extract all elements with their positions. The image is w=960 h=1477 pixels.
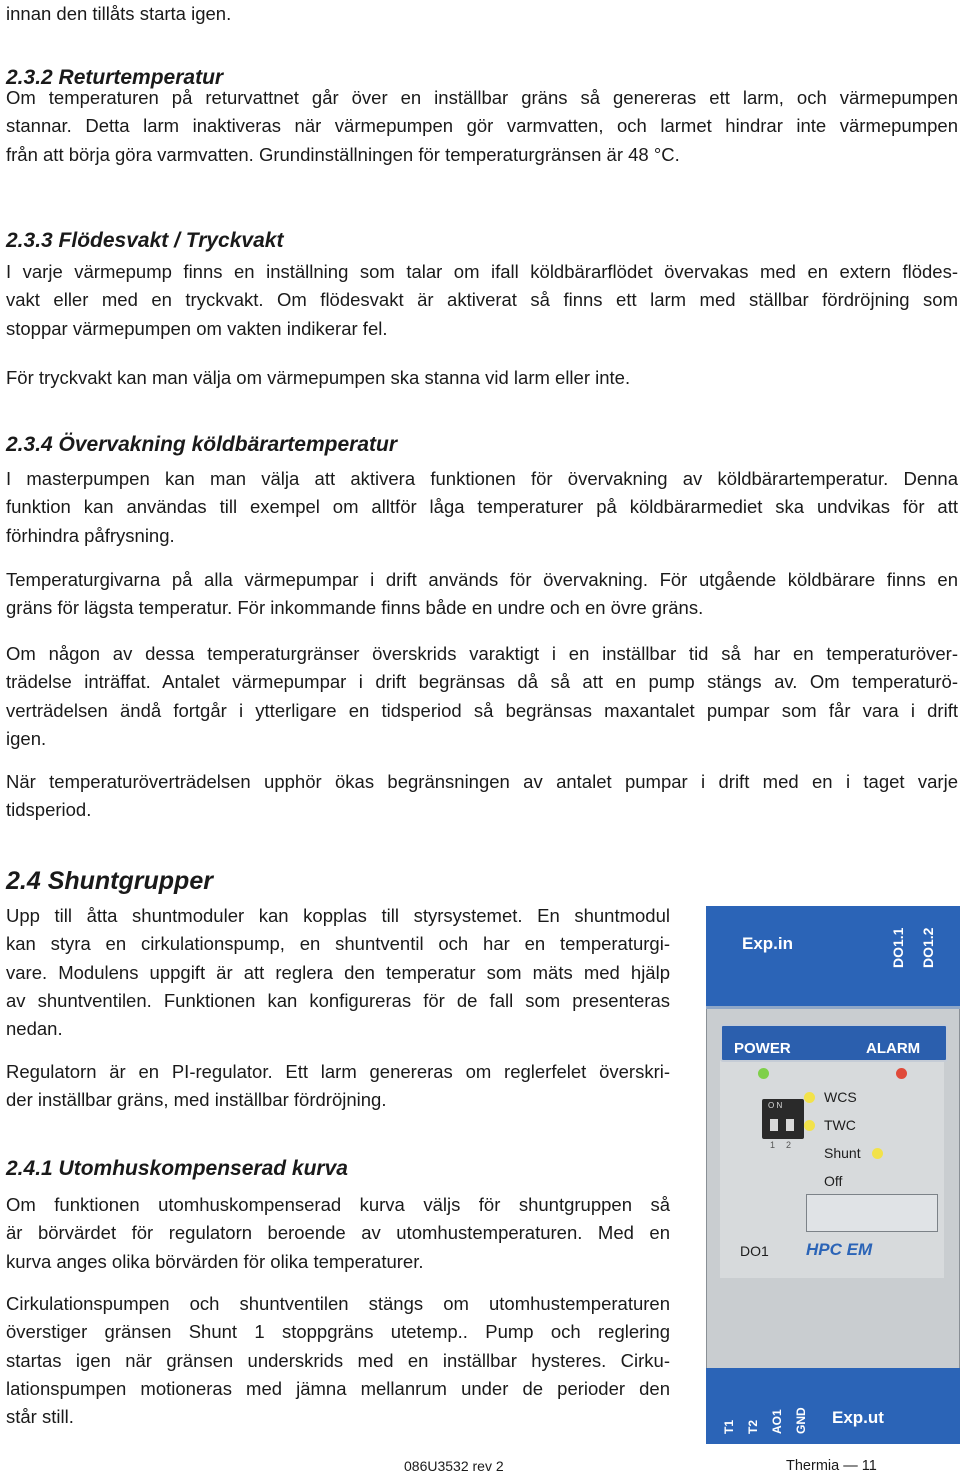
section-heading-shuntgrupper: 2.4 Shuntgrupper	[6, 867, 213, 895]
section-heading-overvakning: 2.3.4 Övervakning köldbärartemperatur	[6, 433, 397, 456]
text-line: innan den tillåts starta igen.	[6, 3, 232, 24]
wcs-led-icon	[804, 1092, 815, 1103]
text-line: Regulatorn är en PI-regulator. Ett larm genereras om reglerfelet överskri-	[6, 1061, 670, 1082]
text-line: kan styra en cirkulationspump, en shuntventil och har en temperaturgi-	[6, 933, 670, 955]
text-line: igen.	[6, 727, 47, 749]
paragraph-overvakning-1	[6, 465, 958, 550]
text-line: vare. Modulens uppgift är att reglera den temperatur som mäts med hjälp	[6, 961, 670, 983]
text-line: I masterpumpen kan man välja att aktivera funktionen för övervakning av köldbärartemperatur. Denna	[6, 468, 958, 489]
text-line: tidsperiod.	[6, 799, 92, 821]
text-line: När temperaturöverträdelsen upphör ökas begränsningen av antalet pumpar i drift med en i taget varje	[6, 771, 958, 792]
text-line: vakt eller med en tryckvakt. Om flödesvakt är aktiverat så finns ett larm med ställbar fördröjning som	[6, 289, 958, 311]
text-line: verträdelsen ändå fortgår i ytterligare en tidsperiod så begränsas maxantalet pumpar som får vara i drift	[6, 699, 958, 721]
ao1-label: AO1	[770, 1409, 784, 1434]
off-label: Off	[824, 1173, 843, 1189]
text-line: står still.	[6, 1406, 74, 1428]
text-line: I varje värmepump finns en inställning som talar om ifall köldbärarflödet övervakas med en extern flödes-	[6, 261, 958, 282]
paragraph-overvakning-4	[6, 768, 958, 825]
text-line: Om temperaturen på returvattnet går över en inställbar gräns så genereras ett larm, och värmepumpen	[6, 87, 958, 108]
page-number: Thermia — 11	[786, 1458, 877, 1474]
text-line: överstiger gränsen Shunt 1 stoppgräns utetemp.. Pump och reglering	[6, 1321, 670, 1343]
terminal-cover	[806, 1194, 938, 1232]
paragraph-flodesvakt-1	[6, 258, 958, 343]
text-line: Om funktionen utomhuskompenserad kurva väljs för shuntgruppen så	[6, 1194, 670, 1215]
dip-2-label: 2	[786, 1140, 792, 1150]
alarm-led-icon	[896, 1068, 907, 1079]
paragraph-utomhus-1	[6, 1191, 670, 1276]
paragraph-returtemperatur	[6, 84, 958, 169]
text-line: För tryckvakt kan man välja om värmepumpen ska stanna vid larm eller inte.	[6, 367, 631, 388]
twc-label: TWC	[824, 1117, 856, 1133]
document-code: 086U3532 rev 2	[404, 1458, 504, 1474]
device-bottom-terminal	[706, 1368, 960, 1444]
shunt-led-icon	[872, 1148, 883, 1159]
alarm-label: ALARM	[866, 1040, 921, 1057]
text-line: är börvärdet för regulatorn beroende av utomhustemperaturen. Med en	[6, 1222, 670, 1244]
t1-label: T1	[722, 1419, 736, 1434]
intro-continuation	[6, 0, 958, 28]
text-line: Om någon av dessa temperaturgränser överskrids varaktigt i en inställbar tid så har en temperaturöver-	[6, 643, 958, 664]
paragraph-overvakning-3	[6, 640, 958, 753]
text-line: startas igen när gränsen underskrids med en inställbar hysteres. Cirku-	[6, 1349, 670, 1371]
section-heading-returtemperatur: 2.3.2 Returtemperatur	[6, 66, 224, 89]
power-label: POWER	[734, 1040, 791, 1057]
paragraph-shuntgrupper-2	[6, 1058, 670, 1115]
dip-lever-1	[770, 1119, 778, 1131]
text-line: stannar. Detta larm inaktiveras när värmepumpen gör varmvatten, och larmet hindrar inte värmepumpen	[6, 115, 958, 137]
text-line: der inställbar gräns, med inställbar fördröjning.	[6, 1089, 387, 1111]
section-heading-flodesvakt: 2.3.3 Flödesvakt / Tryckvakt	[6, 229, 284, 252]
dip-on-label: O N	[768, 1101, 783, 1110]
text-line: funktion kan användas till exempel om alltför låga temperaturer på köldbärarmediet ska undvikas för att	[6, 496, 958, 518]
power-led-icon	[758, 1068, 769, 1079]
twc-led-icon	[804, 1120, 815, 1131]
text-line: av shuntventilen. Funktionen kan konfigureras för de fall som presenteras	[6, 989, 670, 1011]
text-line: Upp till åtta shuntmoduler kan kopplas till styrsystemet. En shuntmodul	[6, 905, 670, 926]
paragraph-shuntgrupper-1	[6, 902, 670, 1043]
text-line: trädelse inträffat. Antalet värmepumpar i drift begränsas då så att en pump stängs av. Om temperaturö-	[6, 671, 958, 693]
exp-in-label: Exp.in	[742, 934, 794, 953]
text-line: Temperaturgivarna på alla värmepumpar i drift används för övervakning. För utgående köldbärare finns en	[6, 569, 958, 590]
dip-lever-2	[786, 1119, 794, 1131]
text-line: gräns för lägsta temperatur. För inkommande finns både en undre och en övre gräns.	[6, 597, 704, 619]
text-line: kurva anges olika börvärden för olika temperaturer.	[6, 1250, 424, 1272]
text-line: från att börja göra varmvatten. Grundinställningen för temperaturgränsen är 48 °C.	[6, 143, 680, 165]
do1-label: DO1	[740, 1243, 769, 1259]
text-line: stoppar värmepumpen om vakten indikerar fel.	[6, 317, 388, 339]
shunt-label: Shunt	[824, 1145, 861, 1161]
hpc-em-label: HPC EM	[806, 1240, 873, 1259]
paragraph-overvakning-2	[6, 566, 958, 623]
dip-1-label: 1	[770, 1140, 776, 1150]
text-line: Cirkulationspumpen och shuntventilen stängs om utomhustemperaturen	[6, 1293, 670, 1314]
exp-ut-label: Exp.ut	[832, 1408, 884, 1427]
wcs-label: WCS	[824, 1089, 857, 1105]
gnd-label: GND	[794, 1407, 808, 1434]
paragraph-utomhus-2	[6, 1290, 670, 1431]
text-line: nedan.	[6, 1018, 63, 1040]
t2-label: T2	[746, 1419, 760, 1434]
do12-label: DO1.2	[920, 927, 936, 968]
hpc-em-module-photo	[706, 906, 960, 1444]
text-line: lationspumpen motioneras med jämna mellanrum under de perioder den	[6, 1377, 670, 1399]
section-heading-utomhuskompenserad: 2.4.1 Utomhuskompenserad kurva	[6, 1157, 348, 1180]
text-line: förhindra påfrysning.	[6, 524, 175, 546]
do11-label: DO1.1	[890, 927, 906, 968]
paragraph-flodesvakt-2	[6, 364, 958, 392]
dip-switch-icon	[762, 1099, 804, 1139]
